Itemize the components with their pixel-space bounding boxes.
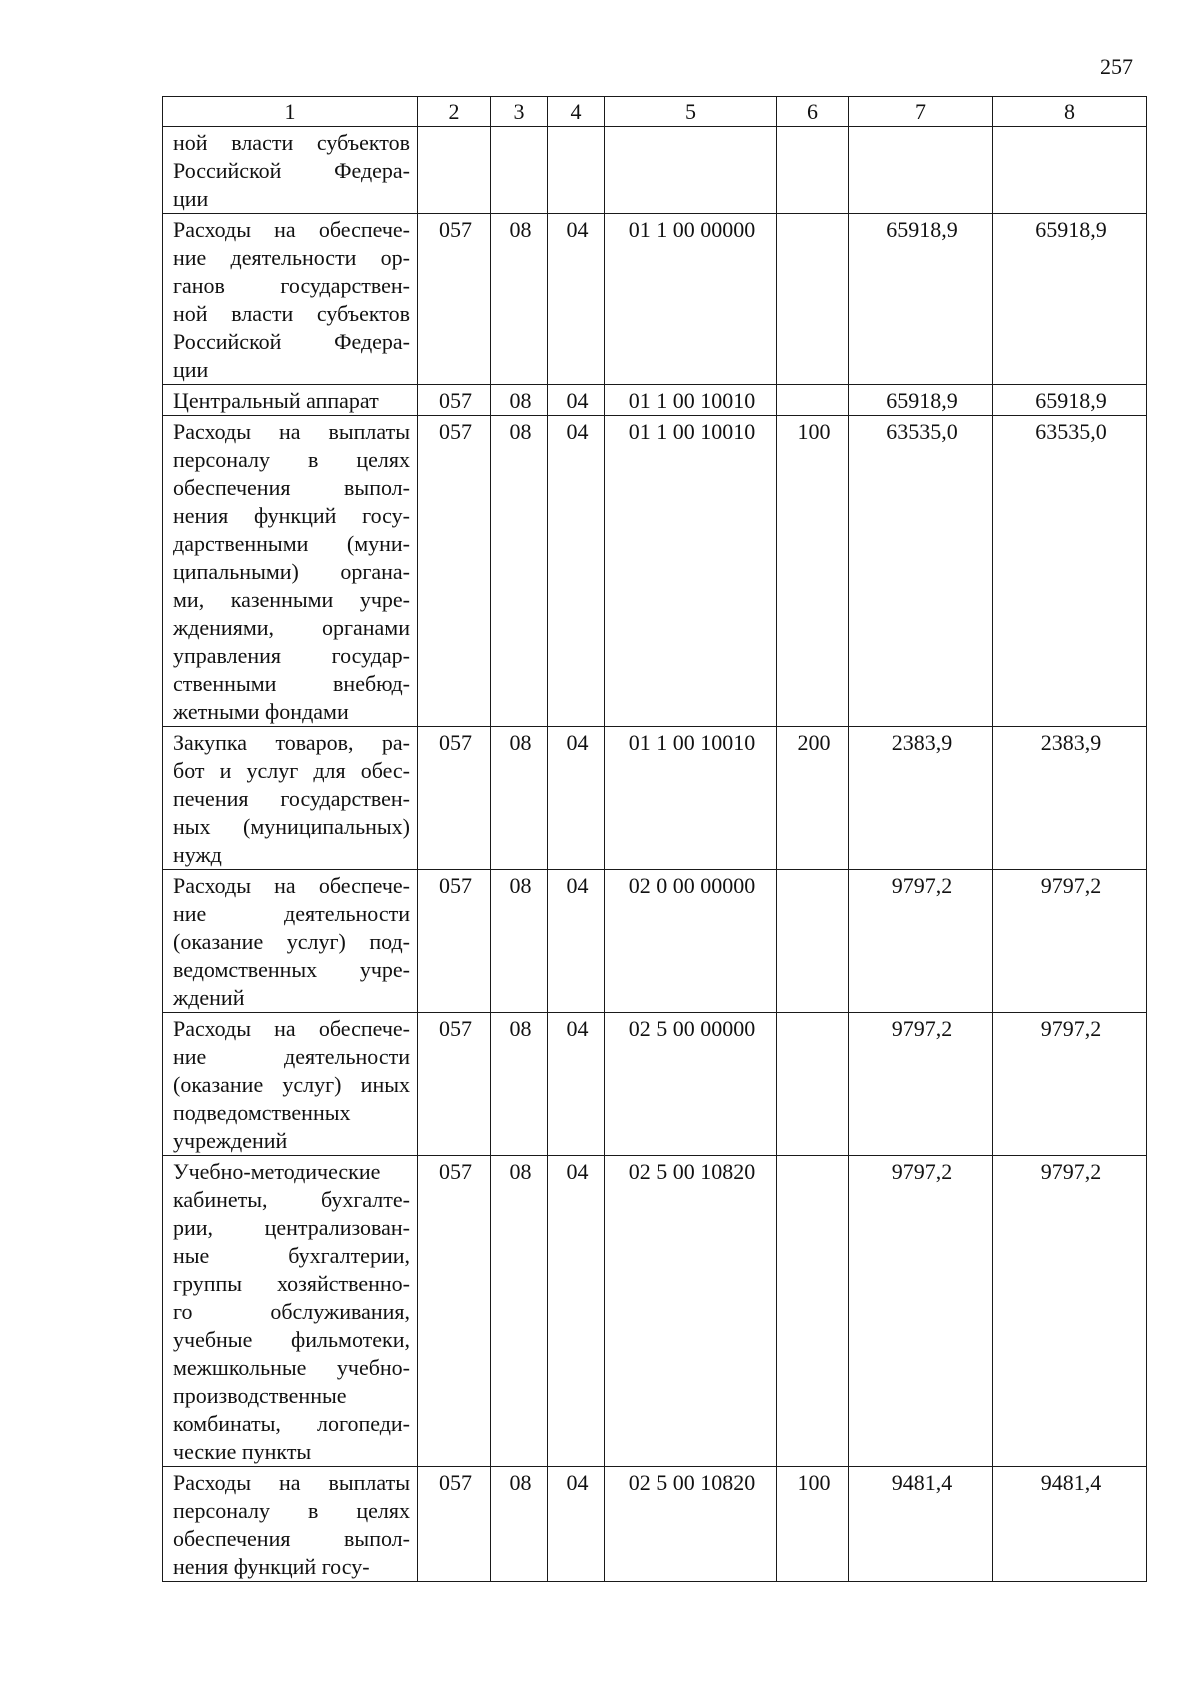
page-number: 257 [1100, 54, 1133, 79]
section-code-cell: 08 [491, 870, 548, 1013]
subsection-code-cell: 04 [548, 1156, 605, 1467]
target-article-cell: 02 5 00 10820 [605, 1156, 777, 1467]
expense-name-line: ной власти субъектов [173, 130, 410, 155]
ministry-code-cell: 057 [418, 1013, 491, 1156]
amount-year-2-cell: 9481,4 [993, 1467, 1147, 1582]
expense-type-cell [777, 870, 849, 1013]
column-header: 7 [849, 97, 993, 127]
expense-name-line: ципальными) органа- [173, 559, 410, 584]
expense-name-cell [163, 727, 418, 870]
section-code-cell: 08 [491, 416, 548, 727]
expense-name-cell [163, 385, 418, 416]
target-article-cell: 01 1 00 10010 [605, 385, 777, 416]
expense-name-line: Центральный аппарат [173, 388, 379, 413]
expense-name-line: учебные фильмотеки, [173, 1327, 410, 1352]
expense-name-line: учреждений [173, 1128, 288, 1153]
expense-name-line: кабинеты, бухгалте- [173, 1187, 410, 1212]
ministry-code-cell [418, 127, 491, 214]
subsection-code-cell [548, 127, 605, 214]
table-row [163, 870, 1147, 1013]
expense-name-line: Расходы на обеспече- [173, 1016, 410, 1041]
subsection-code-cell: 04 [548, 870, 605, 1013]
column-header: 6 [777, 97, 849, 127]
table-row [163, 1467, 1147, 1582]
expense-name-line: ние деятельности [173, 901, 410, 926]
expense-name-line: группы хозяйственно- [173, 1271, 410, 1296]
expense-name-line: персоналу в целях [173, 1498, 410, 1523]
subsection-code-cell: 04 [548, 385, 605, 416]
ministry-code-cell: 057 [418, 870, 491, 1013]
subsection-code-cell: 04 [548, 214, 605, 385]
amount-year-1-cell [849, 127, 993, 214]
expense-name-line: Расходы на обеспече- [173, 873, 410, 898]
expense-name-line: подведомственных [173, 1100, 351, 1125]
expense-type-cell: 100 [777, 1467, 849, 1582]
expense-name-line: Расходы на выплаты [173, 419, 410, 444]
table-row [163, 127, 1147, 214]
section-code-cell: 08 [491, 385, 548, 416]
target-article-cell: 01 1 00 10010 [605, 416, 777, 727]
expense-name-line: ждений [173, 985, 245, 1010]
expense-name-line: Российской Федера- [173, 158, 410, 183]
expense-name-line: ми, казенными учре- [173, 587, 410, 612]
expense-name-cell [163, 870, 418, 1013]
expense-type-cell [777, 1156, 849, 1467]
expense-name-line: ждениями, органами [173, 615, 410, 640]
ministry-code-cell: 057 [418, 214, 491, 385]
expense-name-line: комбинаты, логопеди- [173, 1411, 410, 1436]
target-article-cell: 02 5 00 10820 [605, 1467, 777, 1582]
expense-name-line: Расходы на выплаты [173, 1470, 410, 1495]
amount-year-1-cell: 9481,4 [849, 1467, 993, 1582]
expense-name-line: жетными фондами [173, 699, 349, 724]
section-code-cell: 08 [491, 1013, 548, 1156]
ministry-code-cell: 057 [418, 1467, 491, 1582]
amount-year-2-cell: 65918,9 [993, 385, 1147, 416]
expense-name-cell [163, 214, 418, 385]
amount-year-1-cell: 65918,9 [849, 385, 993, 416]
expense-name-line: нения функций госу- [173, 1554, 370, 1579]
column-header: 5 [605, 97, 777, 127]
column-header: 4 [548, 97, 605, 127]
table-row [163, 1156, 1147, 1467]
expense-name-line: ведомственных учре- [173, 957, 410, 982]
table-row [163, 727, 1147, 870]
expense-name-line: обеспечения выпол- [173, 475, 410, 500]
amount-year-2-cell: 2383,9 [993, 727, 1147, 870]
table-row [163, 385, 1147, 416]
expense-name-line: персоналу в целях [173, 447, 410, 472]
expense-name-cell [163, 1013, 418, 1156]
section-code-cell: 08 [491, 727, 548, 870]
expense-name-line: ние деятельности [173, 1044, 410, 1069]
table-row [163, 416, 1147, 727]
subsection-code-cell: 04 [548, 1467, 605, 1582]
section-code-cell: 08 [491, 1467, 548, 1582]
expense-name-line: ные бухгалтерии, [173, 1243, 410, 1268]
expense-name-line: ции [173, 357, 209, 382]
expense-name-line: ных (муниципальных) [173, 814, 410, 839]
expense-type-cell [777, 1013, 849, 1156]
amount-year-1-cell: 9797,2 [849, 1156, 993, 1467]
expense-name-cell [163, 1467, 418, 1582]
expense-name-line: ческие пункты [173, 1439, 312, 1464]
expense-type-cell [777, 214, 849, 385]
target-article-cell: 01 1 00 00000 [605, 214, 777, 385]
expense-name-line: бот и услуг для обес- [173, 758, 410, 783]
expense-name-line: го обслуживания, [173, 1299, 410, 1324]
section-code-cell: 08 [491, 214, 548, 385]
target-article-cell: 02 5 00 00000 [605, 1013, 777, 1156]
subsection-code-cell: 04 [548, 1013, 605, 1156]
expense-name-line: ственными внебюд- [173, 671, 410, 696]
amount-year-1-cell: 65918,9 [849, 214, 993, 385]
expense-name-line: печения государствен- [173, 786, 410, 811]
expense-name-line: (оказание услуг) иных [173, 1072, 410, 1097]
expense-name-line: Российской Федера- [173, 329, 410, 354]
section-code-cell: 08 [491, 1156, 548, 1467]
expense-name-line: ганов государствен- [173, 273, 410, 298]
expense-name-line: нения функций госу- [173, 503, 410, 528]
amount-year-2-cell: 63535,0 [993, 416, 1147, 727]
expense-name-line: производственные [173, 1383, 347, 1408]
ministry-code-cell: 057 [418, 416, 491, 727]
table-row [163, 1013, 1147, 1156]
section-code-cell [491, 127, 548, 214]
column-header: 3 [491, 97, 548, 127]
amount-year-2-cell: 65918,9 [993, 214, 1147, 385]
ministry-code-cell: 057 [418, 727, 491, 870]
column-header: 2 [418, 97, 491, 127]
amount-year-1-cell: 2383,9 [849, 727, 993, 870]
column-number-row [163, 97, 1147, 127]
table-row [163, 214, 1147, 385]
expense-type-cell: 200 [777, 727, 849, 870]
amount-year-1-cell: 9797,2 [849, 1013, 993, 1156]
subsection-code-cell: 04 [548, 727, 605, 870]
amount-year-2-cell [993, 127, 1147, 214]
expense-type-cell: 100 [777, 416, 849, 727]
column-header: 1 [163, 97, 418, 127]
expense-name-line: ние деятельности ор- [173, 245, 410, 270]
expense-name-line: обеспечения выпол- [173, 1526, 410, 1551]
expense-name-line: межшкольные учебно- [173, 1355, 410, 1380]
expense-name-cell [163, 1156, 418, 1467]
expense-type-cell [777, 385, 849, 416]
amount-year-1-cell: 9797,2 [849, 870, 993, 1013]
budget-table [162, 96, 1147, 1582]
expense-name-line: рии, централизован- [173, 1215, 410, 1240]
subsection-code-cell: 04 [548, 416, 605, 727]
column-header: 8 [993, 97, 1147, 127]
amount-year-2-cell: 9797,2 [993, 870, 1147, 1013]
expense-name-line: (оказание услуг) под- [173, 929, 410, 954]
target-article-cell: 02 0 00 00000 [605, 870, 777, 1013]
expense-name-line: ной власти субъектов [173, 301, 410, 326]
amount-year-1-cell: 63535,0 [849, 416, 993, 727]
target-article-cell [605, 127, 777, 214]
amount-year-2-cell: 9797,2 [993, 1156, 1147, 1467]
ministry-code-cell: 057 [418, 385, 491, 416]
expense-name-line: Учебно-методические [173, 1159, 381, 1184]
expense-name-line: Закупка товаров, ра- [173, 730, 410, 755]
expense-name-cell [163, 416, 418, 727]
expense-name-cell [163, 127, 418, 214]
expense-name-line: управления государ- [173, 643, 410, 668]
expense-type-cell [777, 127, 849, 214]
target-article-cell: 01 1 00 10010 [605, 727, 777, 870]
expense-name-line: нужд [173, 842, 222, 867]
ministry-code-cell: 057 [418, 1156, 491, 1467]
amount-year-2-cell: 9797,2 [993, 1013, 1147, 1156]
expense-name-line: дарственными (муни- [173, 531, 410, 556]
expense-name-line: Расходы на обеспече- [173, 217, 410, 242]
expense-name-line: ции [173, 186, 209, 211]
